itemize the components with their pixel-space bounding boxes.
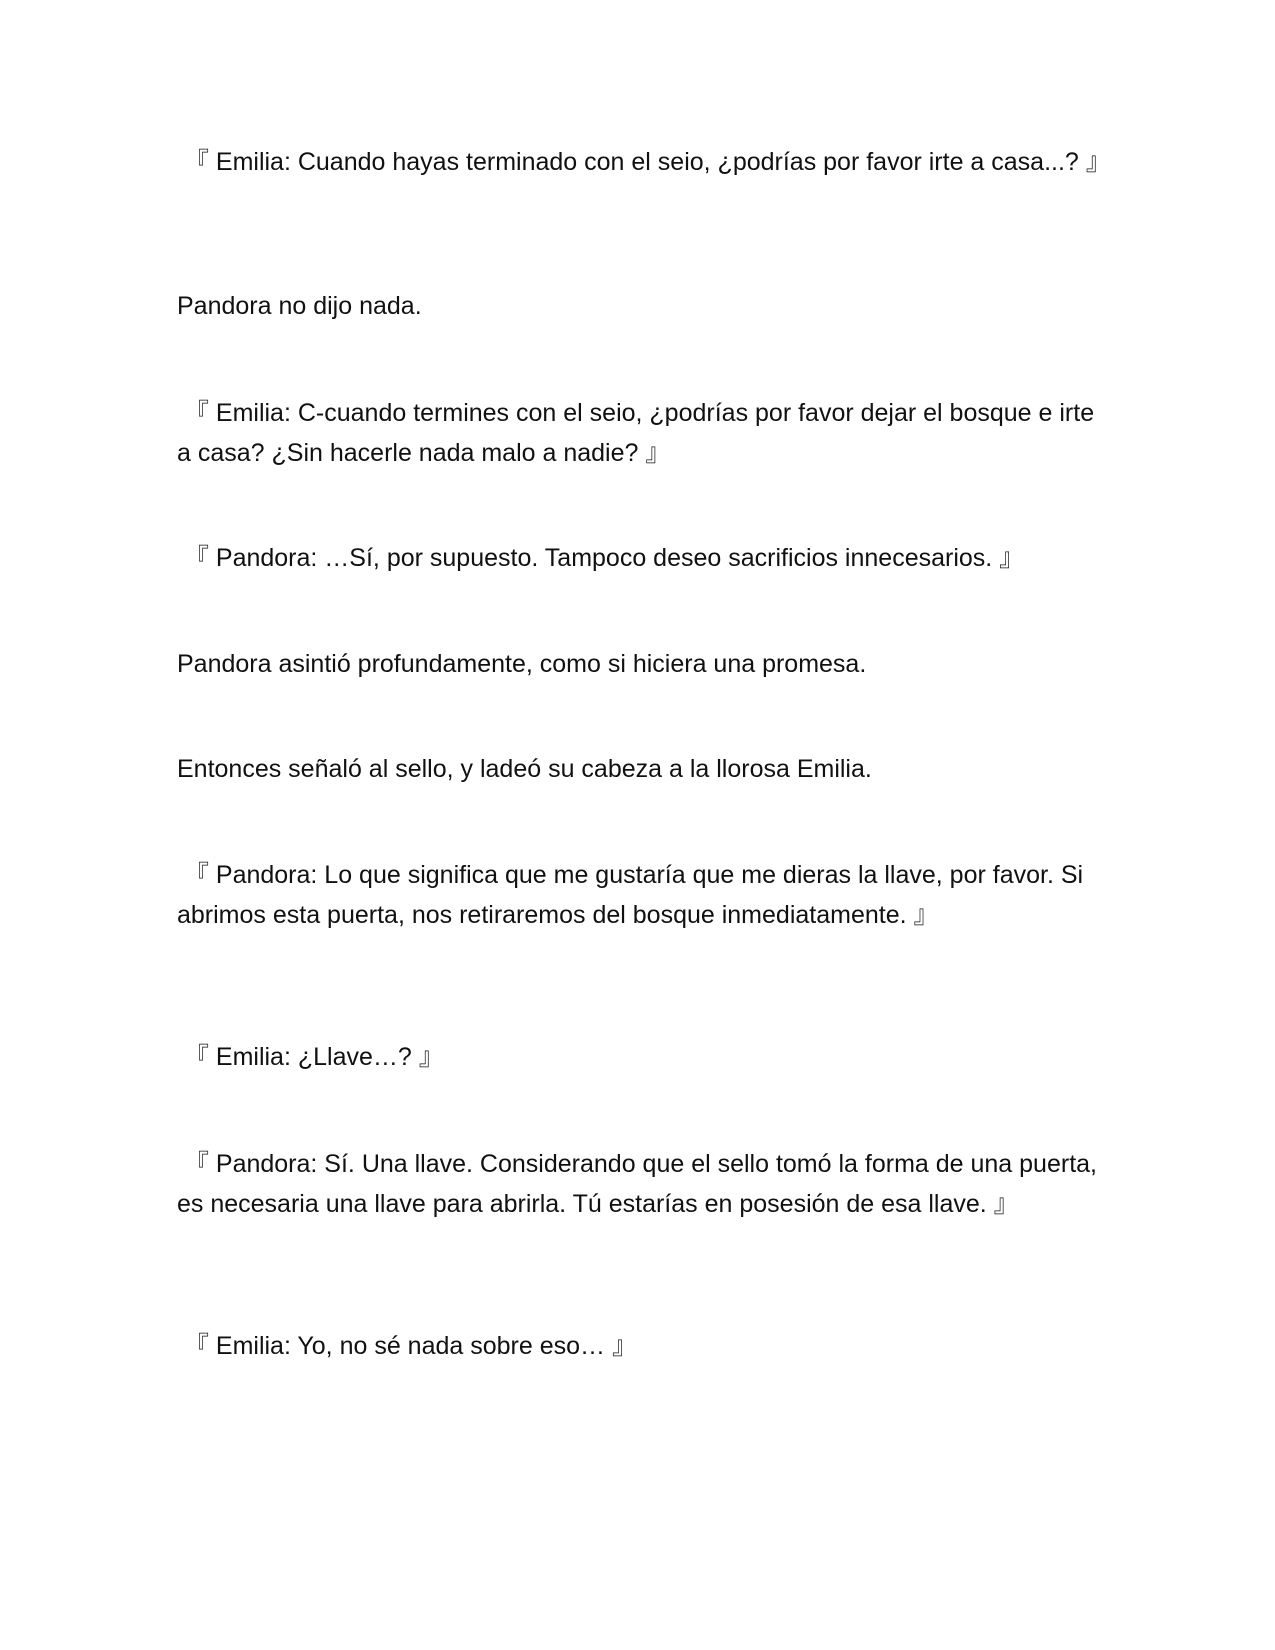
paragraph-narration-1: Pandora no dijo nada. bbox=[177, 292, 422, 320]
paragraph-emilia-dialogue-4: 『 Emilia: Yo, no sé nada sobre eso… 』 bbox=[177, 1332, 637, 1360]
paragraph-pandora-dialogue-3: 『 Pandora: Sí. Una llave. Considerando que el sello tomó la forma de una puerta, es necesaria una llave para abrirla. Tú estarías en posesión de esa llave. 』 bbox=[177, 1150, 1097, 1218]
paragraph-pandora-dialogue-2: 『 Pandora: Lo que significa que me gustaría que me dieras la llave, por favor. Si abrimos esta puerta, nos retiraremos del bosque inmediatamente. 』 bbox=[177, 861, 1084, 929]
paragraph-emilia-dialogue-2: 『 Emilia: C-cuando termines con el seio, ¿podrías por favor dejar el bosque e irte a casa? ¿Sin hacerle nada malo a nadie? 』 bbox=[177, 399, 1095, 467]
paragraph-narration-2: Pandora asintió profundamente, como si hiciera una promesa. bbox=[177, 650, 867, 678]
paragraph-pandora-dialogue-1: 『 Pandora: …Sí, por supuesto. Tampoco deseo sacrificios innecesarios. 』 bbox=[177, 544, 1025, 572]
paragraph-narration-3: Entonces señaló al sello, y ladeó su cabeza a la llorosa Emilia. bbox=[177, 755, 872, 783]
paragraph-emilia-dialogue-1: 『 Emilia: Cuando hayas terminado con el seio, ¿podrías por favor irte a casa...? 』 bbox=[177, 148, 1111, 176]
paragraph-emilia-dialogue-3: 『 Emilia: ¿Llave…? 』 bbox=[177, 1043, 444, 1071]
